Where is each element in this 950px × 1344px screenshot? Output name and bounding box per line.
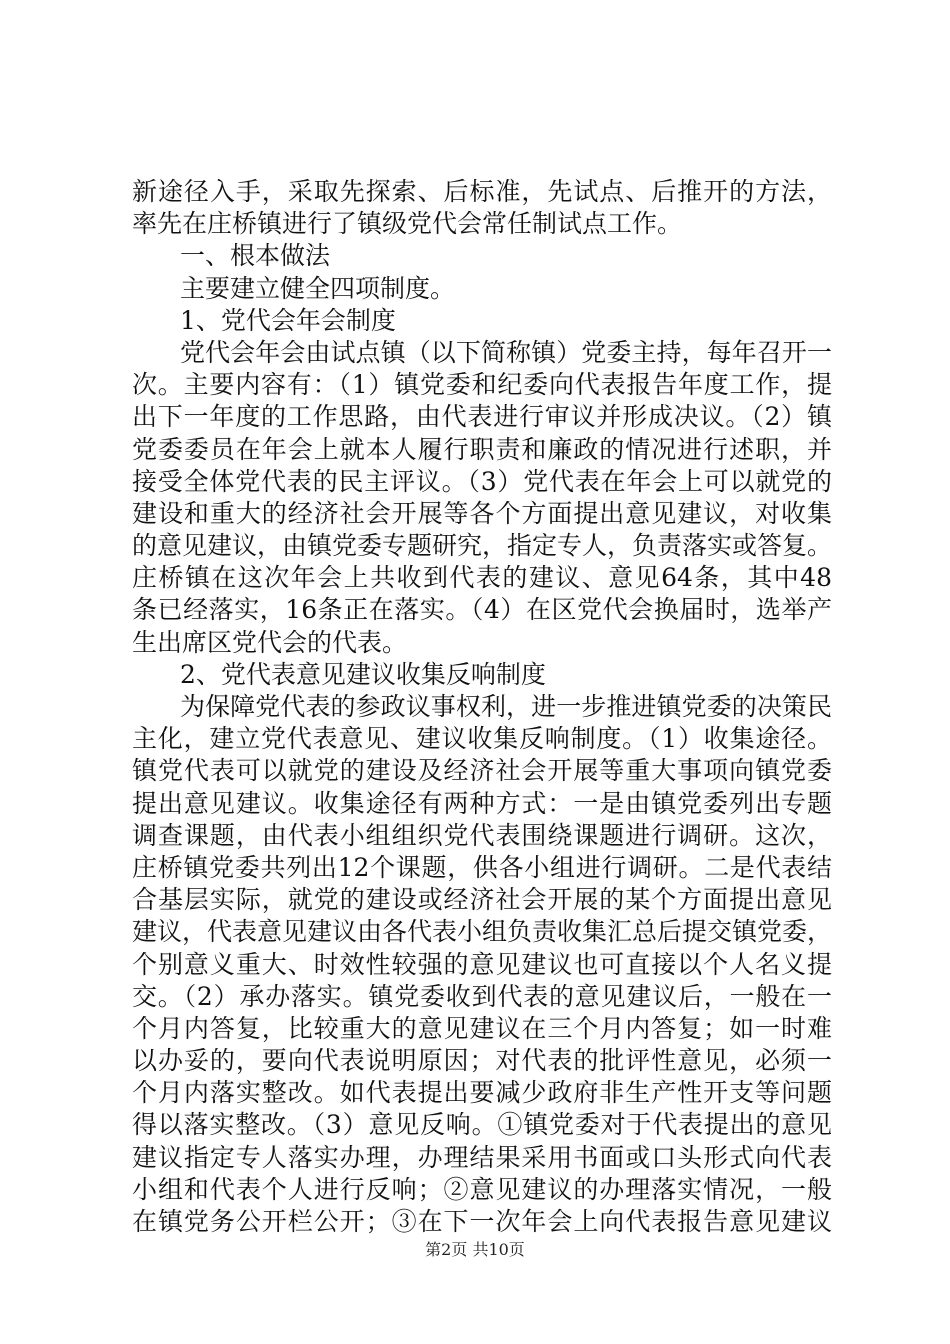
document-body xyxy=(132,176,832,1238)
text-line: 个别意义重大、时效性较强的意见建议也可直接以个人名义提 xyxy=(132,949,832,979)
text-line: 党代会年会由试点镇（以下简称镇）党委主持，每年召开一 xyxy=(180,337,832,367)
text-line: 1、党代会年会制度 xyxy=(180,305,396,335)
text-line: 为保障党代表的参政议事权利，进一步推进镇党委的决策民 xyxy=(180,692,832,721)
text-line: 提出意见建议。收集途径有两种方式：一是由镇党委列出专题 xyxy=(132,788,832,818)
text-line: 的意见建议，由镇党委专题研究，指定专人，负责落实或答复。 xyxy=(132,531,832,561)
text-line: 新途径入手，采取先探索、后标准，先试点、后推开的方法， xyxy=(132,177,832,206)
text-line: 主化，建立党代表意见、建议收集反响制度。（1）收集途径。 xyxy=(132,724,832,754)
text-line: 小组和代表个人进行反响；②意见建议的办理落实情况，一般 xyxy=(132,1174,832,1204)
text-line: 庄桥镇在这次年会上共收到代表的建议、意见64条，其中48 xyxy=(132,563,832,593)
text-line: 合基层实际，就党的建设或经济社会开展的某个方面提出意见 xyxy=(132,885,832,915)
text-line: 次。主要内容有：（1）镇党委和纪委向代表报告年度工作，提 xyxy=(132,370,832,400)
text-line: 庄桥镇党委共列出12个课题，供各小组进行调研。二是代表结 xyxy=(132,852,832,882)
text-line: 建议，代表意见建议由各代表小组负责收集汇总后提交镇党委， xyxy=(132,917,832,947)
text-line: 以办妥的，要向代表说明原因；对代表的批评性意见，必须一 xyxy=(132,1046,832,1076)
text-line: 接受全体党代表的民主评议。（3）党代表在年会上可以就党的 xyxy=(132,466,832,496)
text-line: 条已经落实，16条正在落实。（4）在区党代会换届时，选举产 xyxy=(132,595,832,625)
text-line: 率先在庄桥镇进行了镇级党代会常任制试点工作。 xyxy=(132,209,683,239)
text-line: 建设和重大的经济社会开展等各个方面提出意见建议，对收集 xyxy=(132,498,832,528)
text-line: 在镇党务公开栏公开；③在下一次年会上向代表报告意见建议 xyxy=(132,1207,832,1236)
text-line: 主要建立健全四项制度。 xyxy=(180,273,456,303)
text-line: 调查课题，由代表小组组织党代表围绕课题进行调研。这次， xyxy=(132,820,832,850)
text-line: 个月内落实整改。如代表提出要减少政府非生产性开支等问题 xyxy=(132,1078,832,1108)
text-line: 出下一年度的工作思路，由代表进行审议并形成决议。（2）镇 xyxy=(132,402,832,432)
text-line: 镇党代表可以就党的建设及经济社会开展等重大事项向镇党委 xyxy=(132,756,832,786)
text-line: 个月内答复，比较重大的意见建议在三个月内答复；如一时难 xyxy=(132,1013,832,1043)
text-line: 2、党代表意见建议收集反响制度 xyxy=(180,659,546,689)
text-line: 得以落实整改。（3）意见反响。①镇党委对于代表提出的意见 xyxy=(132,1110,832,1140)
text-line: 建议指定专人落实办理，办理结果采用书面或口头形式向代表 xyxy=(132,1142,832,1172)
text-line: 一、根本做法 xyxy=(180,241,331,271)
text-line: 交。（2）承办落实。镇党委收到代表的意见建议后，一般在一 xyxy=(132,981,832,1011)
text-line: 党委委员在年会上就本人履行职责和廉政的情况进行述职，并 xyxy=(132,434,832,464)
text-line: 生出席区党代会的代表。 xyxy=(132,627,408,657)
page-number-footer: 第2页 共10页 xyxy=(425,1240,525,1259)
